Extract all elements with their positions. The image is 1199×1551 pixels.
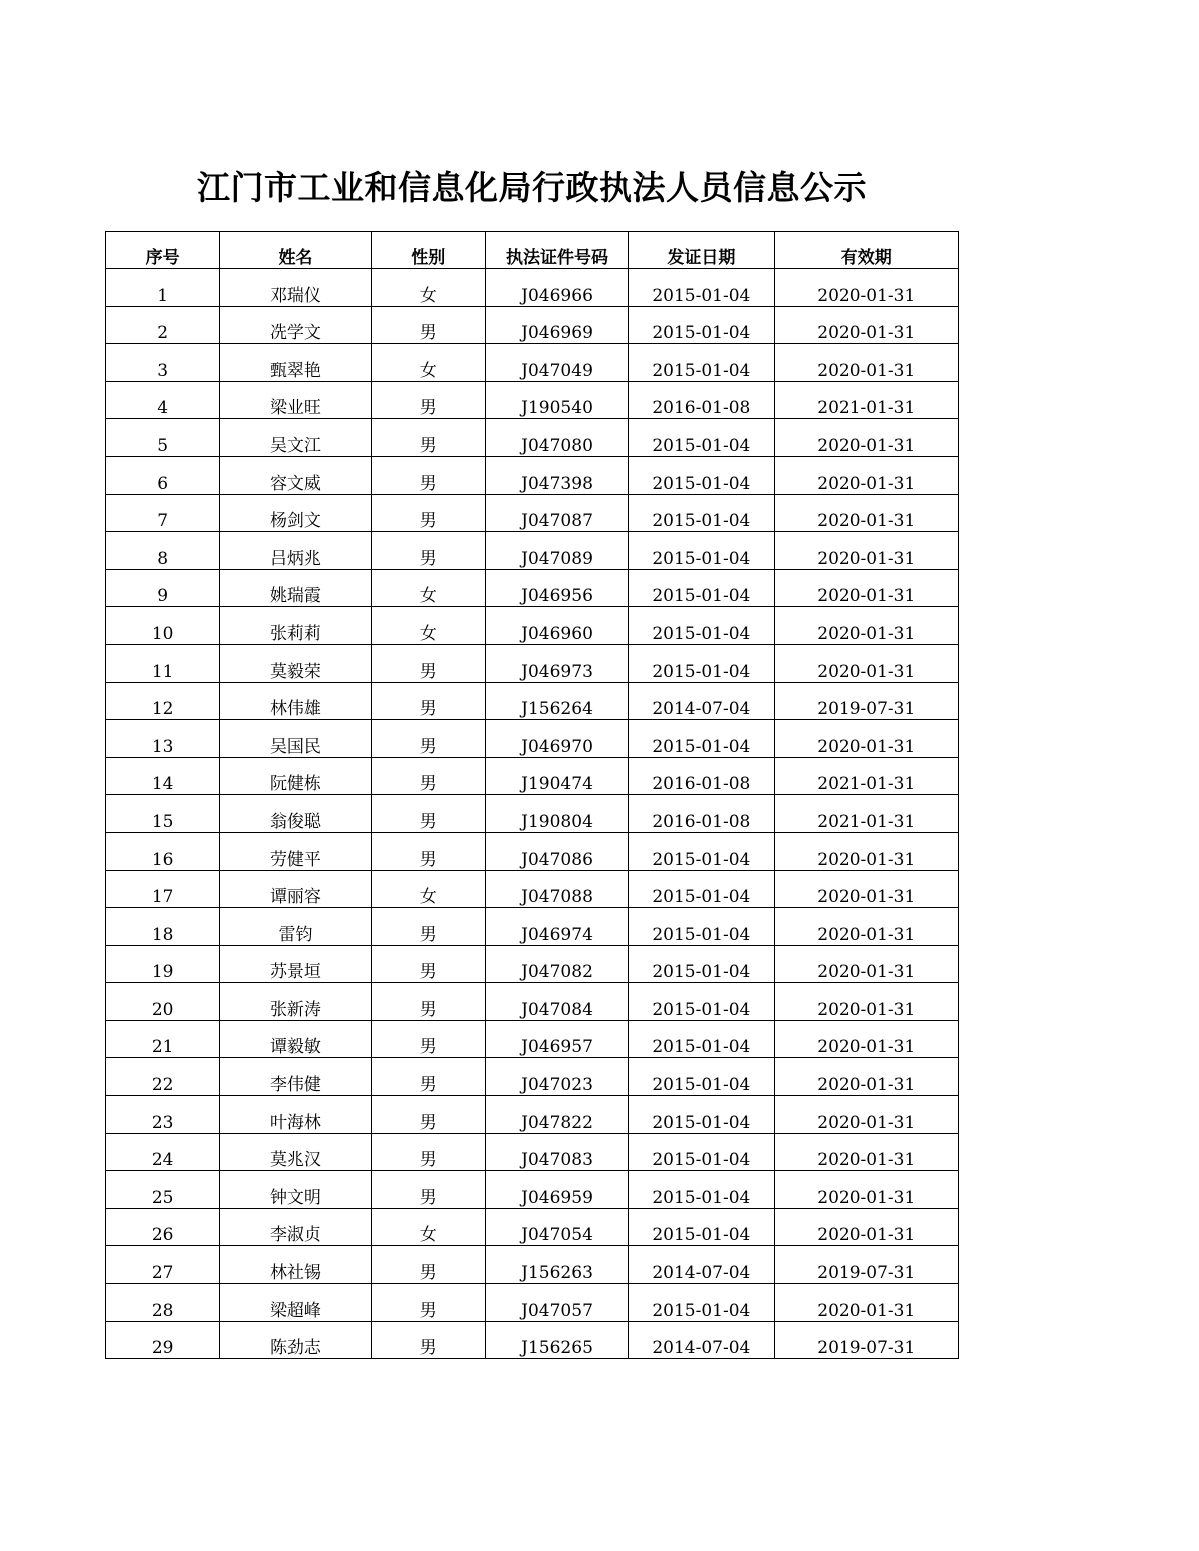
cell-index: 27 bbox=[106, 1246, 220, 1284]
cell-valid-until: 2020-01-31 bbox=[774, 983, 958, 1021]
cell-issue-date: 2015-01-04 bbox=[629, 456, 774, 494]
cell-name: 莫兆汉 bbox=[220, 1133, 371, 1171]
cell-index: 19 bbox=[106, 945, 220, 983]
cell-valid-until: 2020-01-31 bbox=[774, 269, 958, 307]
cell-license-number: J047057 bbox=[485, 1284, 628, 1322]
cell-license-number: J047049 bbox=[485, 344, 628, 382]
cell-valid-until: 2019-07-31 bbox=[774, 1246, 958, 1284]
cell-gender: 男 bbox=[371, 1058, 485, 1096]
personnel-table bbox=[105, 231, 959, 1359]
cell-license-number: J046973 bbox=[485, 644, 628, 682]
cell-issue-date: 2015-01-04 bbox=[629, 945, 774, 983]
cell-valid-until: 2020-01-31 bbox=[774, 344, 958, 382]
table-row bbox=[106, 344, 959, 382]
cell-index: 9 bbox=[106, 569, 220, 607]
cell-gender: 男 bbox=[371, 1020, 485, 1058]
table-row bbox=[106, 419, 959, 457]
table-row bbox=[106, 1096, 959, 1134]
cell-name: 杨剑文 bbox=[220, 494, 371, 532]
cell-issue-date: 2016-01-08 bbox=[629, 757, 774, 795]
cell-issue-date: 2015-01-04 bbox=[629, 1096, 774, 1134]
cell-index: 29 bbox=[106, 1321, 220, 1359]
cell-valid-until: 2020-01-31 bbox=[774, 908, 958, 946]
table-row bbox=[106, 832, 959, 870]
cell-index: 17 bbox=[106, 870, 220, 908]
cell-valid-until: 2020-01-31 bbox=[774, 532, 958, 570]
cell-name: 张新涛 bbox=[220, 983, 371, 1021]
cell-license-number: J190804 bbox=[485, 795, 628, 833]
cell-name: 梁超峰 bbox=[220, 1284, 371, 1322]
cell-license-number: J047086 bbox=[485, 832, 628, 870]
cell-issue-date: 2014-07-04 bbox=[629, 1321, 774, 1359]
cell-license-number: J046966 bbox=[485, 269, 628, 307]
table-row bbox=[106, 1208, 959, 1246]
cell-issue-date: 2015-01-04 bbox=[629, 419, 774, 457]
table-body bbox=[106, 269, 959, 1359]
cell-issue-date: 2015-01-04 bbox=[629, 344, 774, 382]
cell-valid-until: 2020-01-31 bbox=[774, 1208, 958, 1246]
cell-issue-date: 2015-01-04 bbox=[629, 532, 774, 570]
cell-license-number: J190540 bbox=[485, 381, 628, 419]
cell-license-number: J046956 bbox=[485, 569, 628, 607]
cell-gender: 女 bbox=[371, 1208, 485, 1246]
cell-issue-date: 2015-01-04 bbox=[629, 832, 774, 870]
cell-gender: 男 bbox=[371, 832, 485, 870]
cell-valid-until: 2020-01-31 bbox=[774, 1058, 958, 1096]
cell-name: 梁业旺 bbox=[220, 381, 371, 419]
cell-valid-until: 2020-01-31 bbox=[774, 870, 958, 908]
cell-issue-date: 2015-01-04 bbox=[629, 569, 774, 607]
cell-valid-until: 2020-01-31 bbox=[774, 494, 958, 532]
table-row bbox=[106, 494, 959, 532]
cell-index: 11 bbox=[106, 644, 220, 682]
cell-gender: 男 bbox=[371, 532, 485, 570]
cell-license-number: J047084 bbox=[485, 983, 628, 1021]
table-row bbox=[106, 795, 959, 833]
cell-gender: 女 bbox=[371, 569, 485, 607]
cell-name: 吴国民 bbox=[220, 720, 371, 758]
table-row bbox=[106, 532, 959, 570]
cell-license-number: J047054 bbox=[485, 1208, 628, 1246]
cell-index: 20 bbox=[106, 983, 220, 1021]
cell-license-number: J046960 bbox=[485, 607, 628, 645]
cell-index: 15 bbox=[106, 795, 220, 833]
cell-issue-date: 2016-01-08 bbox=[629, 381, 774, 419]
cell-gender: 男 bbox=[371, 1096, 485, 1134]
table-row bbox=[106, 945, 959, 983]
cell-valid-until: 2020-01-31 bbox=[774, 832, 958, 870]
cell-valid-until: 2021-01-31 bbox=[774, 757, 958, 795]
cell-gender: 男 bbox=[371, 381, 485, 419]
cell-valid-until: 2020-01-31 bbox=[774, 419, 958, 457]
cell-license-number: J047083 bbox=[485, 1133, 628, 1171]
cell-issue-date: 2015-01-04 bbox=[629, 1133, 774, 1171]
cell-name: 陈劲志 bbox=[220, 1321, 371, 1359]
table-row bbox=[106, 306, 959, 344]
cell-name: 林伟雄 bbox=[220, 682, 371, 720]
cell-license-number: J190474 bbox=[485, 757, 628, 795]
cell-issue-date: 2014-07-04 bbox=[629, 682, 774, 720]
cell-license-number: J156264 bbox=[485, 682, 628, 720]
cell-issue-date: 2015-01-04 bbox=[629, 870, 774, 908]
cell-issue-date: 2015-01-04 bbox=[629, 1284, 774, 1322]
cell-name: 吕炳兆 bbox=[220, 532, 371, 570]
cell-valid-until: 2020-01-31 bbox=[774, 720, 958, 758]
cell-license-number: J156265 bbox=[485, 1321, 628, 1359]
cell-issue-date: 2015-01-04 bbox=[629, 269, 774, 307]
cell-name: 冼学文 bbox=[220, 306, 371, 344]
cell-name: 叶海林 bbox=[220, 1096, 371, 1134]
column-header-name: 姓名 bbox=[220, 232, 371, 269]
cell-valid-until: 2021-01-31 bbox=[774, 381, 958, 419]
cell-license-number: J046957 bbox=[485, 1020, 628, 1058]
table-row bbox=[106, 1020, 959, 1058]
cell-index: 16 bbox=[106, 832, 220, 870]
cell-name: 吴文江 bbox=[220, 419, 371, 457]
cell-valid-until: 2019-07-31 bbox=[774, 682, 958, 720]
cell-gender: 女 bbox=[371, 269, 485, 307]
cell-index: 26 bbox=[106, 1208, 220, 1246]
cell-issue-date: 2015-01-04 bbox=[629, 494, 774, 532]
table-row bbox=[106, 757, 959, 795]
cell-license-number: J047087 bbox=[485, 494, 628, 532]
table-row bbox=[106, 1171, 959, 1209]
cell-license-number: J047088 bbox=[485, 870, 628, 908]
cell-gender: 女 bbox=[371, 607, 485, 645]
cell-gender: 男 bbox=[371, 1321, 485, 1359]
cell-gender: 男 bbox=[371, 306, 485, 344]
cell-index: 6 bbox=[106, 456, 220, 494]
cell-name: 翁俊聪 bbox=[220, 795, 371, 833]
cell-index: 4 bbox=[106, 381, 220, 419]
cell-index: 7 bbox=[106, 494, 220, 532]
cell-valid-until: 2020-01-31 bbox=[774, 607, 958, 645]
cell-gender: 男 bbox=[371, 456, 485, 494]
cell-index: 21 bbox=[106, 1020, 220, 1058]
column-header-gender: 性别 bbox=[371, 232, 485, 269]
cell-index: 14 bbox=[106, 757, 220, 795]
cell-issue-date: 2015-01-04 bbox=[629, 1020, 774, 1058]
cell-gender: 女 bbox=[371, 344, 485, 382]
cell-index: 5 bbox=[106, 419, 220, 457]
cell-valid-until: 2020-01-31 bbox=[774, 306, 958, 344]
column-header-valid-until: 有效期 bbox=[774, 232, 958, 269]
cell-license-number: J047023 bbox=[485, 1058, 628, 1096]
cell-name: 莫毅荣 bbox=[220, 644, 371, 682]
table-row bbox=[106, 983, 959, 1021]
cell-gender: 男 bbox=[371, 644, 485, 682]
cell-index: 3 bbox=[106, 344, 220, 382]
column-header-license-number: 执法证件号码 bbox=[485, 232, 628, 269]
cell-valid-until: 2020-01-31 bbox=[774, 1284, 958, 1322]
cell-valid-until: 2020-01-31 bbox=[774, 569, 958, 607]
cell-gender: 男 bbox=[371, 1284, 485, 1322]
table-row bbox=[106, 381, 959, 419]
cell-issue-date: 2016-01-08 bbox=[629, 795, 774, 833]
cell-license-number: J047398 bbox=[485, 456, 628, 494]
cell-issue-date: 2015-01-04 bbox=[629, 644, 774, 682]
cell-index: 18 bbox=[106, 908, 220, 946]
cell-gender: 男 bbox=[371, 1246, 485, 1284]
table-row bbox=[106, 269, 959, 307]
cell-valid-until: 2021-01-31 bbox=[774, 795, 958, 833]
table-row bbox=[106, 456, 959, 494]
cell-gender: 男 bbox=[371, 720, 485, 758]
column-header-issue-date: 发证日期 bbox=[629, 232, 774, 269]
cell-gender: 男 bbox=[371, 682, 485, 720]
cell-issue-date: 2015-01-04 bbox=[629, 1058, 774, 1096]
cell-valid-until: 2020-01-31 bbox=[774, 1020, 958, 1058]
cell-name: 阮健栋 bbox=[220, 757, 371, 795]
cell-name: 甄翠艳 bbox=[220, 344, 371, 382]
cell-gender: 女 bbox=[371, 870, 485, 908]
cell-license-number: J047822 bbox=[485, 1096, 628, 1134]
cell-license-number: J156263 bbox=[485, 1246, 628, 1284]
cell-valid-until: 2020-01-31 bbox=[774, 1171, 958, 1209]
cell-name: 谭丽容 bbox=[220, 870, 371, 908]
cell-license-number: J046974 bbox=[485, 908, 628, 946]
table-row bbox=[106, 870, 959, 908]
cell-index: 23 bbox=[106, 1096, 220, 1134]
column-header-index: 序号 bbox=[106, 232, 220, 269]
cell-name: 林社锡 bbox=[220, 1246, 371, 1284]
cell-issue-date: 2015-01-04 bbox=[629, 720, 774, 758]
cell-name: 李淑贞 bbox=[220, 1208, 371, 1246]
cell-license-number: J046969 bbox=[485, 306, 628, 344]
cell-license-number: J046959 bbox=[485, 1171, 628, 1209]
table-row bbox=[106, 682, 959, 720]
cell-license-number: J047080 bbox=[485, 419, 628, 457]
cell-index: 28 bbox=[106, 1284, 220, 1322]
cell-index: 10 bbox=[106, 607, 220, 645]
cell-gender: 男 bbox=[371, 757, 485, 795]
cell-issue-date: 2015-01-04 bbox=[629, 983, 774, 1021]
cell-license-number: J047082 bbox=[485, 945, 628, 983]
table-row bbox=[106, 644, 959, 682]
cell-gender: 男 bbox=[371, 419, 485, 457]
cell-index: 22 bbox=[106, 1058, 220, 1096]
table-row bbox=[106, 720, 959, 758]
table-row bbox=[106, 908, 959, 946]
cell-valid-until: 2020-01-31 bbox=[774, 1096, 958, 1134]
cell-gender: 男 bbox=[371, 494, 485, 532]
table-row bbox=[106, 1246, 959, 1284]
cell-issue-date: 2015-01-04 bbox=[629, 306, 774, 344]
cell-issue-date: 2015-01-04 bbox=[629, 1208, 774, 1246]
cell-issue-date: 2015-01-04 bbox=[629, 908, 774, 946]
cell-issue-date: 2015-01-04 bbox=[629, 1171, 774, 1209]
cell-name: 钟文明 bbox=[220, 1171, 371, 1209]
cell-name: 姚瑞霞 bbox=[220, 569, 371, 607]
cell-name: 邓瑞仪 bbox=[220, 269, 371, 307]
cell-license-number: J046970 bbox=[485, 720, 628, 758]
cell-gender: 男 bbox=[371, 945, 485, 983]
cell-name: 苏景垣 bbox=[220, 945, 371, 983]
cell-index: 2 bbox=[106, 306, 220, 344]
cell-name: 谭毅敏 bbox=[220, 1020, 371, 1058]
cell-license-number: J047089 bbox=[485, 532, 628, 570]
cell-issue-date: 2015-01-04 bbox=[629, 607, 774, 645]
table-row bbox=[106, 1133, 959, 1171]
table-row bbox=[106, 1284, 959, 1322]
table-row bbox=[106, 1058, 959, 1096]
cell-issue-date: 2014-07-04 bbox=[629, 1246, 774, 1284]
cell-valid-until: 2020-01-31 bbox=[774, 945, 958, 983]
cell-name: 容文威 bbox=[220, 456, 371, 494]
table-row bbox=[106, 569, 959, 607]
cell-gender: 男 bbox=[371, 1171, 485, 1209]
page-title: 江门市工业和信息化局行政执法人员信息公示 bbox=[197, 168, 867, 207]
cell-name: 劳健平 bbox=[220, 832, 371, 870]
cell-gender: 男 bbox=[371, 983, 485, 1021]
cell-gender: 男 bbox=[371, 795, 485, 833]
cell-name: 雷钧 bbox=[220, 908, 371, 946]
cell-index: 8 bbox=[106, 532, 220, 570]
table-header-row bbox=[106, 232, 959, 269]
cell-index: 12 bbox=[106, 682, 220, 720]
cell-index: 25 bbox=[106, 1171, 220, 1209]
table-row bbox=[106, 1321, 959, 1359]
table-row bbox=[106, 607, 959, 645]
cell-name: 张莉莉 bbox=[220, 607, 371, 645]
cell-valid-until: 2020-01-31 bbox=[774, 456, 958, 494]
cell-name: 李伟健 bbox=[220, 1058, 371, 1096]
cell-index: 13 bbox=[106, 720, 220, 758]
cell-valid-until: 2020-01-31 bbox=[774, 644, 958, 682]
cell-valid-until: 2020-01-31 bbox=[774, 1133, 958, 1171]
cell-valid-until: 2019-07-31 bbox=[774, 1321, 958, 1359]
cell-gender: 男 bbox=[371, 1133, 485, 1171]
cell-gender: 男 bbox=[371, 908, 485, 946]
cell-index: 24 bbox=[106, 1133, 220, 1171]
cell-index: 1 bbox=[106, 269, 220, 307]
